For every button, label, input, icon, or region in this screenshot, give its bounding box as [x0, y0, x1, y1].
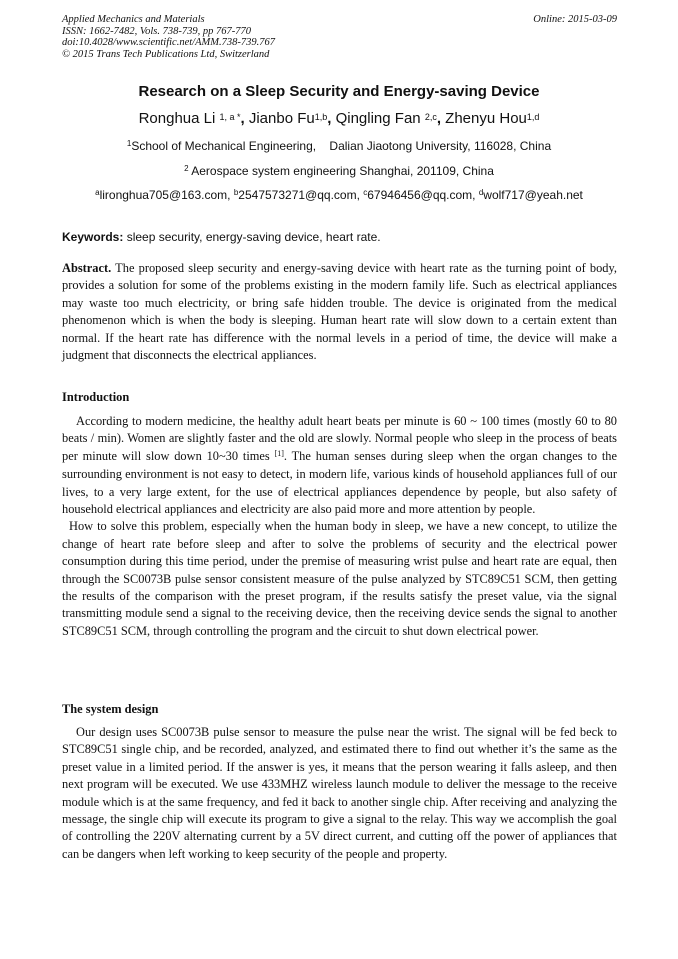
system-design-body: [62, 724, 617, 863]
paragraph-text: According to modern medicine, the healthy adult heart beats per minute is 60 ~ 100 times (mostly 60 to 80 beats / min). Women are slightly faster and the old are slowly. Normal people who sleep in the process of beats per minute will slow down 10~30 times: [62, 414, 617, 463]
author-affiliation-mark: 1, a *: [219, 112, 241, 122]
introduction-body: [62, 413, 617, 640]
author-name: Jianbo Fu: [248, 110, 315, 127]
abstract: [62, 260, 617, 364]
email-mark: a: [95, 188, 100, 197]
email-link[interactable]: 67946456@qq.com,: [367, 188, 479, 202]
paper-title: Research on a Sleep Security and Energy-saving Device: [138, 83, 540, 100]
section-heading-system-design: The system design: [62, 702, 159, 716]
email-link[interactable]: wolf717@yeah.net: [483, 188, 583, 202]
section-heading-introduction: Introduction: [62, 390, 130, 404]
keywords: [62, 230, 617, 244]
author-affiliation-mark: 1,d: [526, 112, 540, 122]
email-mark: d: [478, 188, 484, 197]
paragraph: [62, 413, 617, 518]
affiliation-1: [0, 139, 678, 153]
affiliation-mark: 2: [184, 164, 189, 173]
email-mark: b: [233, 188, 239, 197]
paragraph: Our design uses SC0073B pulse sensor to measure the pulse near the wrist. The signal will be fed beck to STC89C51 single chip, and be recorded, analyzed, and estimated there to find out whether it’s the same as the preset value in a limited period. If the answer is yes, it means that the person wearing it falls asleep, and then next program will be executed. We use 433MHZ wireless launch module to deliver the message to the receive module which is at the same frequency, and fed it back to another single chip. After receiving and analyzing the message, the single chip will execute its program to give a signal to the relay. This way we accomplish the goal of controlling the 220V alternating current by a 5V direct current, and cutting off the power of appliances that can be dangers when left working to keep security of the people and property.: [62, 725, 617, 861]
author-affiliation-mark: 1,b: [314, 112, 328, 122]
online-date: Online: 2015-03-09: [533, 14, 617, 25]
journal-name: Applied Mechanics and Materials: [62, 14, 205, 25]
affiliation-2: [0, 164, 678, 178]
affiliation-mark: 1: [126, 139, 132, 148]
citation-ref[interactable]: [1]: [274, 448, 284, 458]
doi-line[interactable]: doi:10.4028/www.scientific.net/AMM.738-739.767: [62, 37, 275, 48]
paragraph: How to solve this problem, especially when the human body in sleep, we have a new concept, to utilize the change of heart rate before sleep and after to solve the problems of security and the electrical power consumption during this time period, under the premise of measuring wrist pulse and heart rate are equal, then through the SC0073B pulse sensor consistent measure of the pulse analyzed by STC89C51 SCM, then getting the results of the comparison with the preset program, if the results satisfy the preset value, via the signal transmitting module send a signal to the receiving device, then the receiving device sends the signal to another STC89C51 SCM, through controlling the program and the circuit to shut down electrical power.: [62, 519, 617, 638]
author-name: Qingling Fan: [335, 110, 421, 127]
author-name: Ronghua Li: [138, 110, 216, 127]
abstract-label: Abstract.: [62, 261, 112, 275]
abstract-text: The proposed sleep security and energy-saving device with heart rate as the turning point of body, provides a solution for some of the problems existing in the modern family life. Such as electrical appliances may waste too much electricity, or bring safe hidden trouble. The device is originated from the medical phenomenon which is when the body is sleeping. Human heart rate will slow down to a certain extent than normal. If the heart rate has difference with the normal levels in a period of time, the device will make a judgment that disconnects the electrical appliances.: [62, 261, 617, 363]
affiliation-text: Aerospace system engineering Shanghai, 201109, China: [188, 164, 494, 178]
email-mark: c: [363, 188, 368, 197]
keywords-label: Keywords:: [62, 230, 124, 244]
author-name: Zhenyu Hou: [445, 110, 527, 127]
email-link[interactable]: lironghua705@163.com,: [99, 188, 234, 202]
journal-header: [62, 14, 617, 60]
author-emails: [0, 188, 678, 202]
author-list: Ronghua Li $^{1, a *}$, Jianbo Fu$^{1,b}$, Qingling Fan $^{2,c}$, Zhenyu Hou$^{1,d}$: [138, 110, 540, 127]
keywords-text: sleep security, energy-saving device, heart rate.: [123, 230, 381, 244]
issn-line: ISSN: 1662-7482, Vols. 738-739, pp 767-770: [62, 25, 251, 37]
paragraph-text: . The human senses during sleep when the organ changes to the surrounding environment is not easy to detect, in modern life, various kinds of household appliances full of our lives, to a very large extent, for the use of electrical appliances dependence by people, but also safety of household electrical appliances and electricity are also paid more and more attention by people.: [62, 448, 617, 517]
author-affiliation-mark: 2,c: [424, 112, 437, 122]
email-link[interactable]: 2547573271@qq.com,: [238, 188, 364, 202]
affiliation-text: School of Mechanical Engineering, Dalian Jiaotong University, 116028, China: [131, 139, 552, 153]
copyright-line: © 2015 Trans Tech Publications Ltd, Switzerland: [62, 48, 270, 60]
